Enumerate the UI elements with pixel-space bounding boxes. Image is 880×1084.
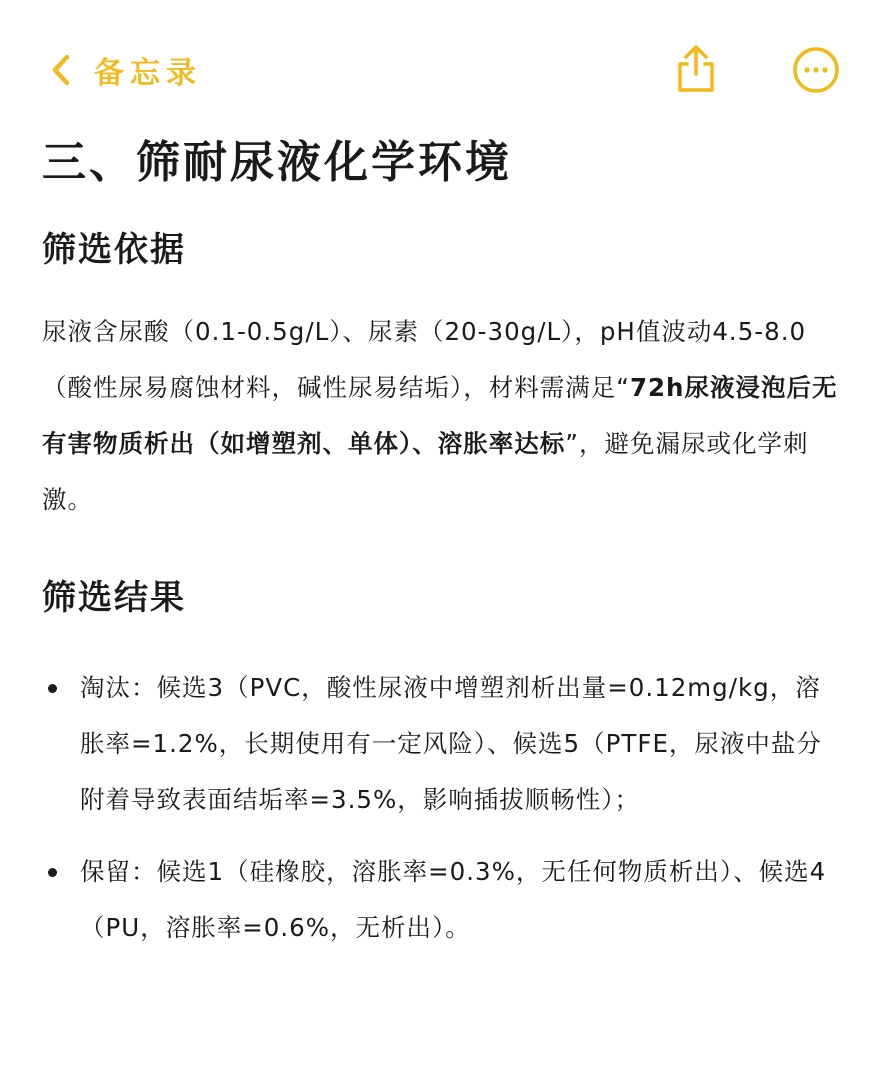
result-text-retained: 保留：候选1（硅橡胶，溶胀率=0.3%，无任何物质析出）、候选4（PU，溶胀率=0.6%，无析出）。 — [80, 857, 827, 942]
note-title: 三、筛耐尿液化学环境 — [42, 137, 512, 188]
list-item — [42, 660, 842, 828]
basis-text-start: 尿液含尿酸（0.1-0.5g/L）、尿素（20-30g/L），pH值波动4.5-8.0（酸性尿易腐蚀材料，碱性尿易结垢），材料需满足“ — [42, 317, 807, 402]
basis-text-bold: 72h尿液浸泡后无有害物质析出（如增塑剂、单体）、溶胀率达标 — [42, 373, 838, 458]
bullet-dot-icon — [48, 868, 57, 877]
basis-heading: 筛选依据 — [42, 230, 186, 270]
share-icon — [672, 42, 720, 94]
result-text-eliminated: 淘汰：候选3（PVC，酸性尿液中增塑剂析出量=0.12mg/kg，溶胀率=1.2%，长期使用有一定风险）、候选5（PTFE，尿液中盐分附着导致表面结垢率=3.5%，影响插拔顺畅性）； — [80, 673, 822, 814]
basis-text-end: ”，避免漏尿或化学刺激。 — [42, 429, 809, 514]
navigation-bar — [0, 0, 880, 130]
list-item — [42, 844, 842, 956]
bullet-dot-icon — [48, 684, 57, 693]
back-label: 备忘录 — [94, 56, 202, 91]
basis-paragraph — [42, 304, 842, 528]
back-button[interactable] — [50, 44, 202, 96]
chevron-left-icon — [50, 53, 72, 87]
result-list — [42, 660, 842, 956]
result-heading: 筛选结果 — [42, 578, 186, 618]
note-content[interactable] — [42, 130, 842, 956]
more-icon — [790, 44, 842, 96]
more-button[interactable] — [790, 44, 842, 96]
share-button[interactable] — [672, 42, 720, 94]
